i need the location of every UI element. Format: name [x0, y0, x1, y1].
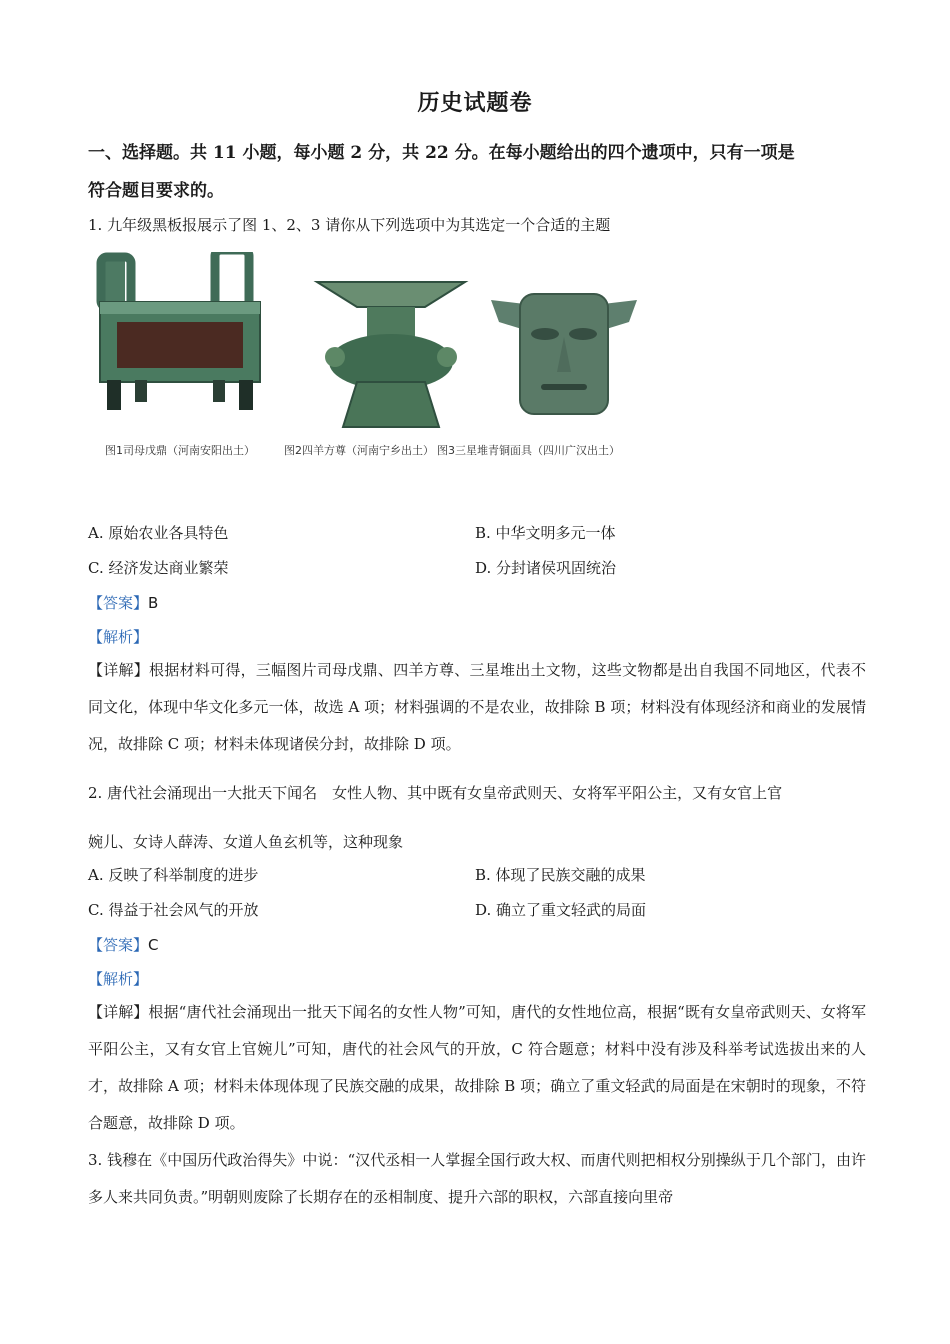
q1-option-d: D. 分封诸侯巩固统治 [475, 559, 617, 577]
bronze-artifacts-image [95, 252, 655, 442]
q2-answer-label: 【答案】 [88, 936, 149, 954]
q1-option-a: A. 原始农业各具特色 [88, 524, 229, 542]
q3-stem: 3. 钱穆在《中国历代政治得失》中说：“汉代丞相一人掌握全国行政大权、而唐代则把相权分别操纵于几个部门，由许多人来共同负责。”明朝则废除了长期存在的丞相制度、提升六部的职权，六部直接向里帝 [88, 1151, 866, 1206]
figure2-ram-zun-image [317, 282, 465, 427]
q2-option-a: A. 反映了科举制度的进步 [88, 866, 259, 884]
q1-figures [95, 252, 655, 462]
q2-option-d: D. 确立了重文轻武的局面 [475, 901, 647, 919]
page-title: 历史试题卷 [417, 90, 533, 116]
figure1-caption: 图1司母戊鼎（河南安阳出土） [105, 444, 255, 457]
q2-option-b: B. 体现了民族交融的成果 [475, 866, 646, 884]
q2-answer [88, 934, 159, 956]
figure2-caption: 图2四羊方尊（河南宁乡出土） [284, 444, 434, 457]
q1-stem: 1. 九年级黑板报展示了图 1、2、3 请你从下列选项中为其选定一个合适的主题 [88, 216, 611, 234]
q2-analysis-label: 【解析】 [88, 970, 149, 988]
q2-stem-line1: 2. 唐代社会涌现出一大批天下闻名 女性人物、其中既有女皇帝武则天、女将军平阳公主，又有女官上官 [88, 784, 783, 802]
q1-answer-value: B [148, 594, 159, 612]
q1-answer [88, 592, 158, 614]
q1-answer-label: 【答案】 [88, 594, 149, 612]
figure3-sanxingdui-mask-image [491, 294, 637, 414]
q2-answer-value: C [148, 936, 159, 954]
q2-detail: 【详解】根据“唐代社会涌现出一批天下闻名的女性人物”可知，唐代的女性地位高，根据“既有女皇帝武则天、女将军平阳公主，又有女官上官婉儿”可知，唐代的社会风气的开放，C 符合题意；材料中没有涉及科举考试选拔出来的人才，故排除 A 项；材料未体现体现了民族交融的成果，故排除 B 项；确立了重文轻武的局面是在宋朝时的现象，不符合题意，故排除 D 项。 [88, 1003, 866, 1132]
q1-analysis-label: 【解析】 [88, 628, 149, 646]
q2-option-c: C. 得益于社会风气的开放 [88, 901, 259, 919]
q1-option-b: B. 中华文明多元一体 [475, 524, 616, 542]
figure1-ding-image [100, 252, 260, 410]
figure3-caption: 图3三星堆青铜面具（四川广汉出土） [437, 444, 620, 457]
q1-detail: 【详解】根据材料可得，三幅图片司母戊鼎、四羊方尊、三星堆出土文物，这些文物都是出自我国不同地区，代表不同文化，体现中华文化多元一体，故选 A 项；材料强调的不是农业，故排除 B 项；材料没有体现经济和商业的发展情况，故排除 C 项；材料未体现诸侯分封，故排除 D 项。 [88, 661, 866, 753]
section-heading-line2: 符合题目要求的。 [88, 181, 224, 201]
section-heading-line1: 一、选择题。共 11 小题，每小题 2 分，共 22 分。在每小题给出的四个遗项中，只有一项是 [88, 143, 795, 163]
q1-option-c: C. 经济发达商业繁荣 [88, 559, 229, 577]
q2-stem-line2: 婉儿、女诗人薛涛、女道人鱼玄机等，这种现象 [88, 833, 404, 851]
